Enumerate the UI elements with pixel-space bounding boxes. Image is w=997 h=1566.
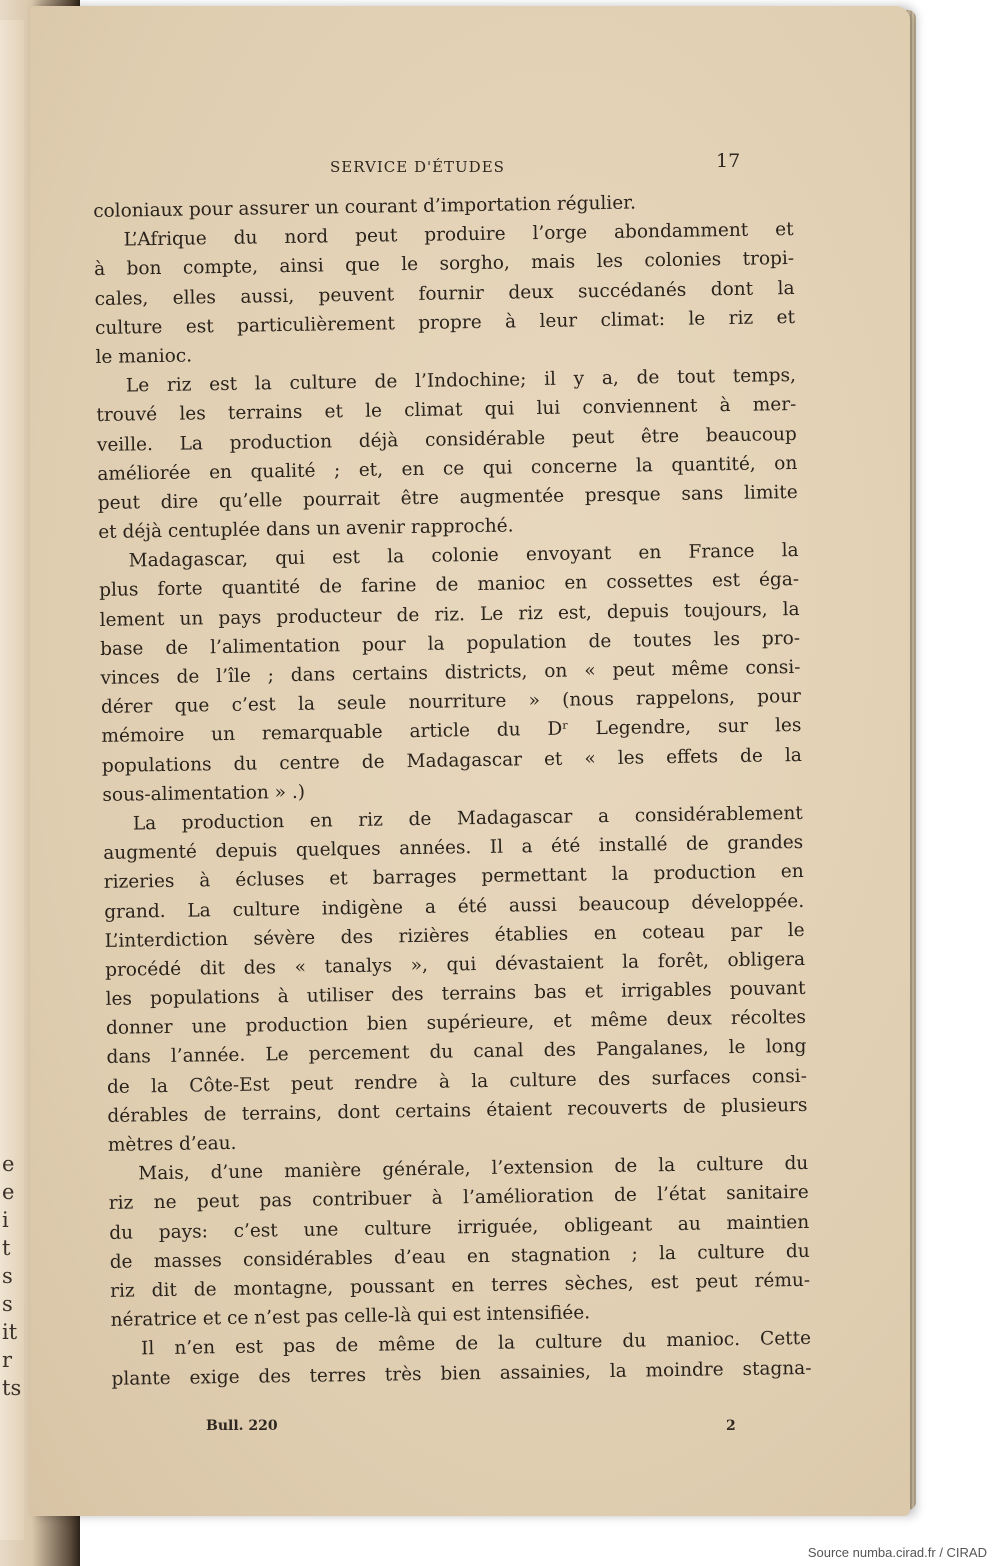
edge-letter: i	[2, 1208, 9, 1232]
text-line: culture est particulièrement propre à leur climat: le riz et	[94, 306, 796, 339]
text-line: Il n’en est pas de même de la culture du manioc. Cette	[140, 1328, 812, 1360]
footer-sheet-number: 2	[726, 1418, 736, 1434]
text-line: populations du centre de Madagascar et « les effets de la	[101, 744, 803, 777]
text-line: plus forte quantité de farine de manioc en cossettes est éga-	[99, 569, 800, 602]
text-line: coloniaux pour assurer un courant d’importation régulier.	[93, 192, 637, 222]
text-line: vinces de l’île ; dans certains districts, on « peut même consi-	[100, 656, 801, 689]
text-line: du pays: c’est une culture irriguée, obligeant au maintien	[109, 1211, 810, 1244]
text-line: donner une production bien supérieure, et même deux récoltes	[105, 1007, 807, 1040]
text-line: mètres d’eau.	[107, 1132, 237, 1156]
edge-letter: ts	[2, 1376, 22, 1400]
text-line: de masses considérables d’eau en stagnation ; la culture du	[109, 1240, 810, 1273]
text-line: mémoire un remarquable article du Dʳ Legendre, sur les	[101, 715, 802, 748]
text-line: dérer que c’est la seule nourriture » (nous rappelons, pour	[100, 686, 802, 719]
text-line: dans l’année. Le percement du canal des Pangalanes, le long	[106, 1036, 807, 1069]
text-line: à bon compte, ainsi que le sorgho, mais les colonies tropi-	[93, 248, 795, 281]
text-line: base de l’alimentation pour la population de toutes les pro-	[99, 627, 801, 660]
text-line: riz ne peut pas contribuer à l’amélioration de l’état sanitaire	[108, 1182, 809, 1215]
text-line: et déjà centuplée dans un avenir rapproché.	[98, 515, 514, 544]
text-line: riz dit de montagne, poussant en terres sèches, est peut rému-	[110, 1269, 811, 1302]
source-credit: Source numba.cirad.fr / CIRAD	[807, 1545, 987, 1560]
text-line: sous-alimentation » .)	[102, 781, 306, 806]
text-line: veille. La production déjà considérable peut être beaucoup	[96, 423, 797, 456]
text-line: rizeries à écluses et barrages permettant la production en	[103, 861, 804, 894]
text-line: plante exige des terres très bien assainies, la moindre stagna-	[111, 1357, 812, 1390]
text-line: le manioc.	[95, 345, 193, 368]
edge-letter: r	[2, 1348, 13, 1372]
text-line: dérables de terrains, dont certains étaient recouverts de plusieurs	[107, 1094, 808, 1127]
left-page-edge	[0, 20, 24, 1540]
text-line: peut dire qu’elle pourrait être augmentée presque sans limite	[97, 481, 798, 514]
text-line: les populations à utiliser des terrains bas et irrigables pouvant	[105, 977, 806, 1010]
edge-letter: e	[2, 1180, 15, 1204]
text-line: L’Afrique du nord peut produire l’orge abondamment et	[123, 219, 794, 251]
text-line: procédé dit des « tanalys », qui dévastaient la forêt, obligera	[104, 948, 806, 981]
footer-signature: Bull. 220	[206, 1418, 278, 1434]
text-line: améliorée en qualité ; et, en ce qui concerne la quantité, on	[97, 452, 798, 485]
text-line: de la Côte-Est peut rendre à la culture des surfaces consi-	[106, 1065, 808, 1098]
edge-letter: it	[2, 1320, 18, 1344]
page-number: 17	[716, 150, 741, 172]
edge-letter: t	[2, 1236, 11, 1260]
text-line: lement un pays producteur de riz. Le riz est, depuis toujours, la	[99, 598, 800, 631]
text-line: L’interdiction sévère des rizières établies en coteau par le	[104, 919, 805, 952]
text-line: augmenté depuis quelques années. Il a été installé de grandes	[103, 832, 804, 865]
left-page-letters	[2, 1150, 22, 1402]
running-head: SERVICE D'ÉTUDES	[330, 158, 505, 176]
text-line: Mais, d’une manière générale, l’extension de la culture du	[138, 1153, 809, 1185]
text-line: nératrice et ce n’est pas celle-là qui est intensifiée.	[110, 1302, 591, 1331]
text-line: Le riz est la culture de l’Indochine; il y a, de tout temps,	[125, 365, 797, 397]
body-text	[93, 186, 812, 1394]
text-line: La production en riz de Madagascar a considérablement	[132, 802, 803, 835]
text-line: trouvé les terrains et le climat qui lui conviennent à mer-	[96, 394, 797, 427]
text-line: grand. La culture indigène a été aussi beaucoup développée.	[104, 890, 805, 923]
text-line: Madagascar, qui est la colonie envoyant en France la	[128, 540, 799, 572]
edge-letter: s	[2, 1264, 13, 1288]
edge-letter: s	[2, 1292, 13, 1316]
text-line: cales, elles aussi, peuvent fournir deux succédanés dont la	[94, 277, 795, 310]
edge-letter: e	[2, 1152, 15, 1176]
